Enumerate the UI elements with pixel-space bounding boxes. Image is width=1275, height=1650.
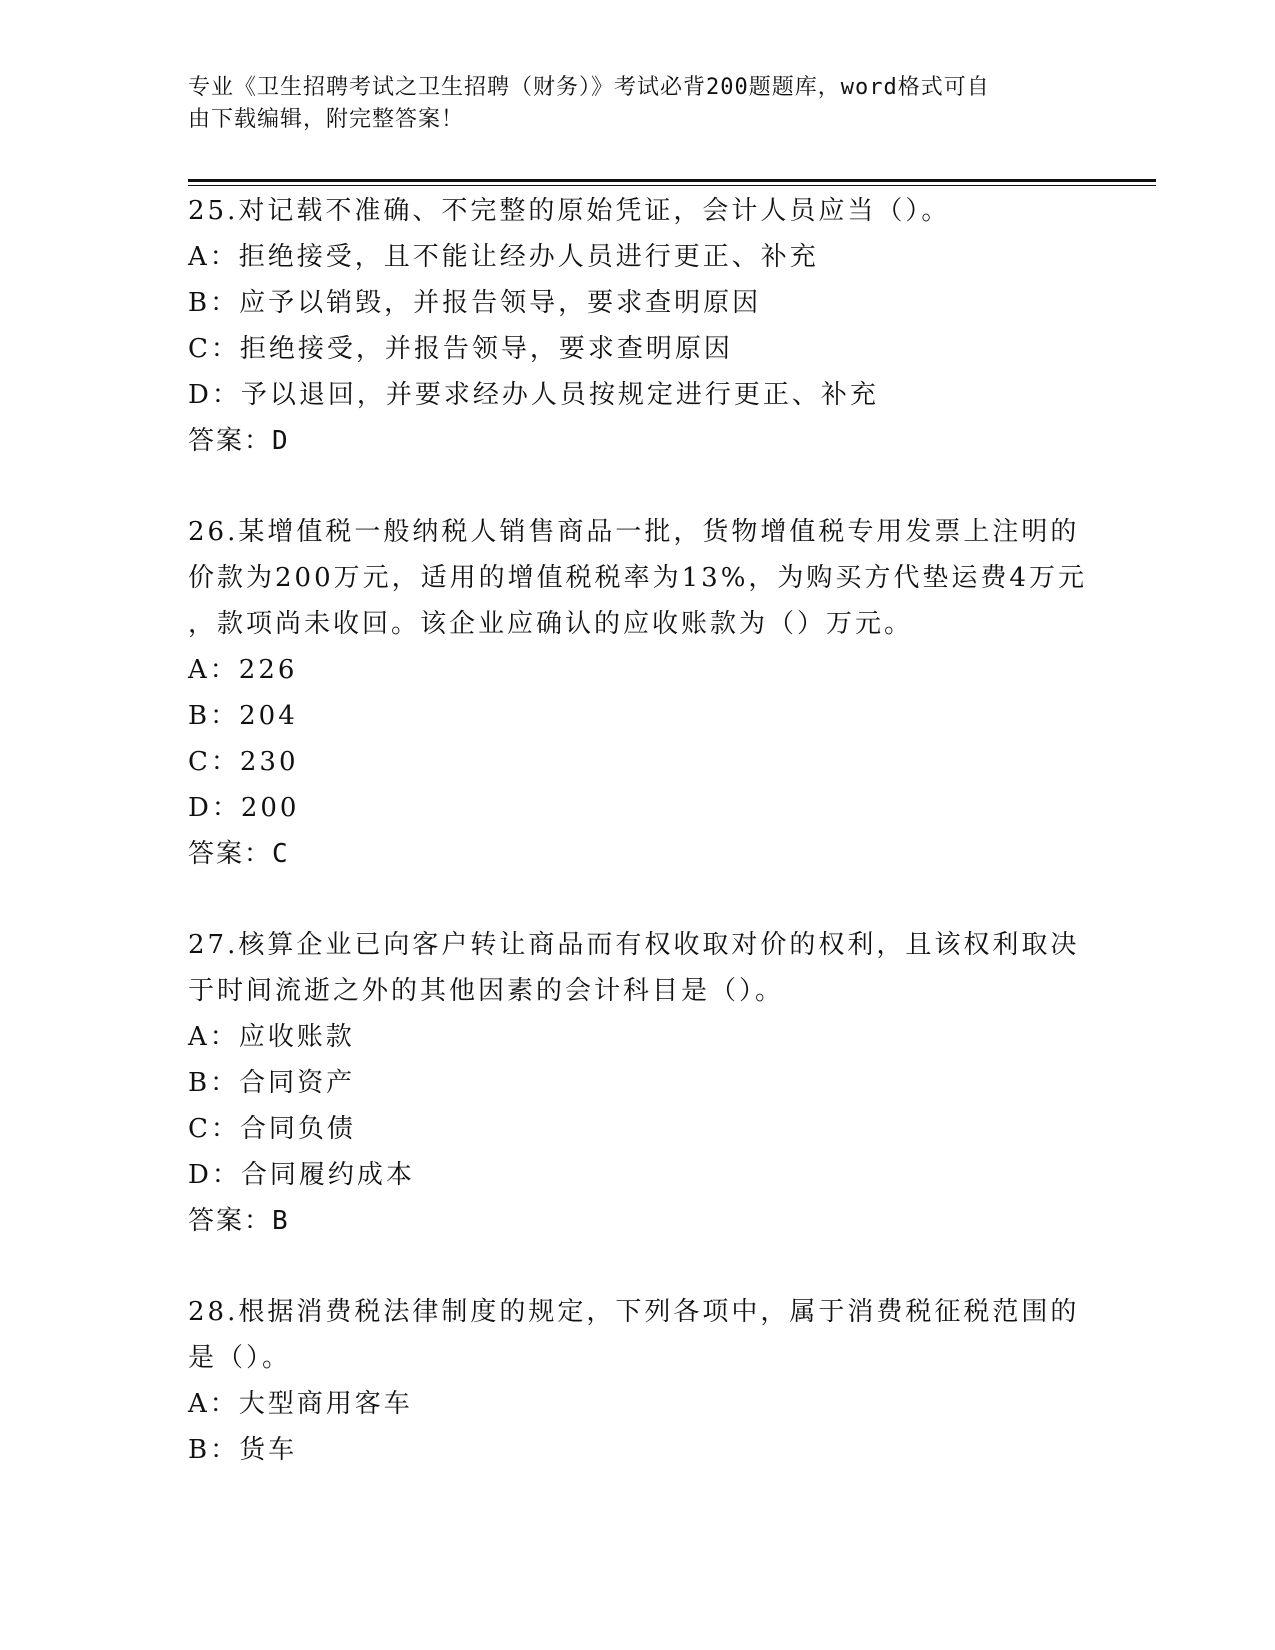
answer-line: 答案：D [188, 426, 290, 456]
option-d: D：予以退回，并要求经办人员按规定进行更正、补充 [188, 380, 879, 410]
question-stem-line: 26.某增值税一般纳税人销售商品一批，货物增值税专用发票上注明的 [188, 517, 1080, 547]
question-stem-line: ，款项尚未收回。该企业应确认的应收账款为（）万元。 [188, 609, 914, 639]
option-a: A：226 [188, 655, 298, 685]
question-stem-line: 25.对记载不准确、不完整的原始凭证，会计人员应当（）。 [188, 196, 951, 226]
question-stem-line: 价款为200万元，适用的增值税税率为13%，为购买方代垫运费4万元 [188, 563, 1087, 593]
question-27 [188, 922, 1088, 1244]
option-b: B：应予以销毁，并报告领导，要求查明原因 [188, 288, 762, 318]
question-stem-line: 28.根据消费税法律制度的规定，下列各项中，属于消费税征税范围的 [188, 1297, 1080, 1327]
option-b: B：货车 [188, 1435, 298, 1465]
header-divider-thick [188, 179, 1156, 182]
header-line-1: 专业《卫生招聘考试之卫生招聘（财务）》考试必背200题题库，word格式可自 [188, 75, 990, 100]
header-line-2: 由下载编辑，附完整答案！ [188, 107, 465, 132]
question-28 [188, 1289, 1088, 1473]
header-divider-thin [188, 185, 1156, 186]
option-d: D：200 [188, 793, 300, 823]
question-25 [188, 188, 1088, 464]
option-a: A：应收账款 [188, 1022, 355, 1052]
option-c: C：230 [188, 747, 299, 777]
option-b: B：204 [188, 701, 298, 731]
answer-line: 答案：B [188, 1206, 290, 1236]
question-stem-line: 是（）。 [188, 1343, 292, 1373]
option-c: C：拒绝接受，并报告领导，要求查明原因 [188, 334, 733, 364]
option-c: C：合同负债 [188, 1114, 356, 1144]
question-26 [188, 509, 1088, 877]
question-stem-line: 于时间流逝之外的其他因素的会计科目是（）。 [188, 976, 785, 1006]
question-stem-line: 27.核算企业已向客户转让商品而有权收取对价的权利，且该权利取决 [188, 930, 1080, 960]
document-header [188, 72, 1088, 136]
option-a: A：拒绝接受，且不能让经办人员进行更正、补充 [188, 242, 819, 272]
option-b: B：合同资产 [188, 1068, 356, 1098]
option-d: D：合同履约成本 [188, 1160, 415, 1190]
answer-line: 答案：C [188, 839, 290, 869]
question-list [188, 188, 1088, 1518]
option-a: A：大型商用客车 [188, 1389, 413, 1419]
